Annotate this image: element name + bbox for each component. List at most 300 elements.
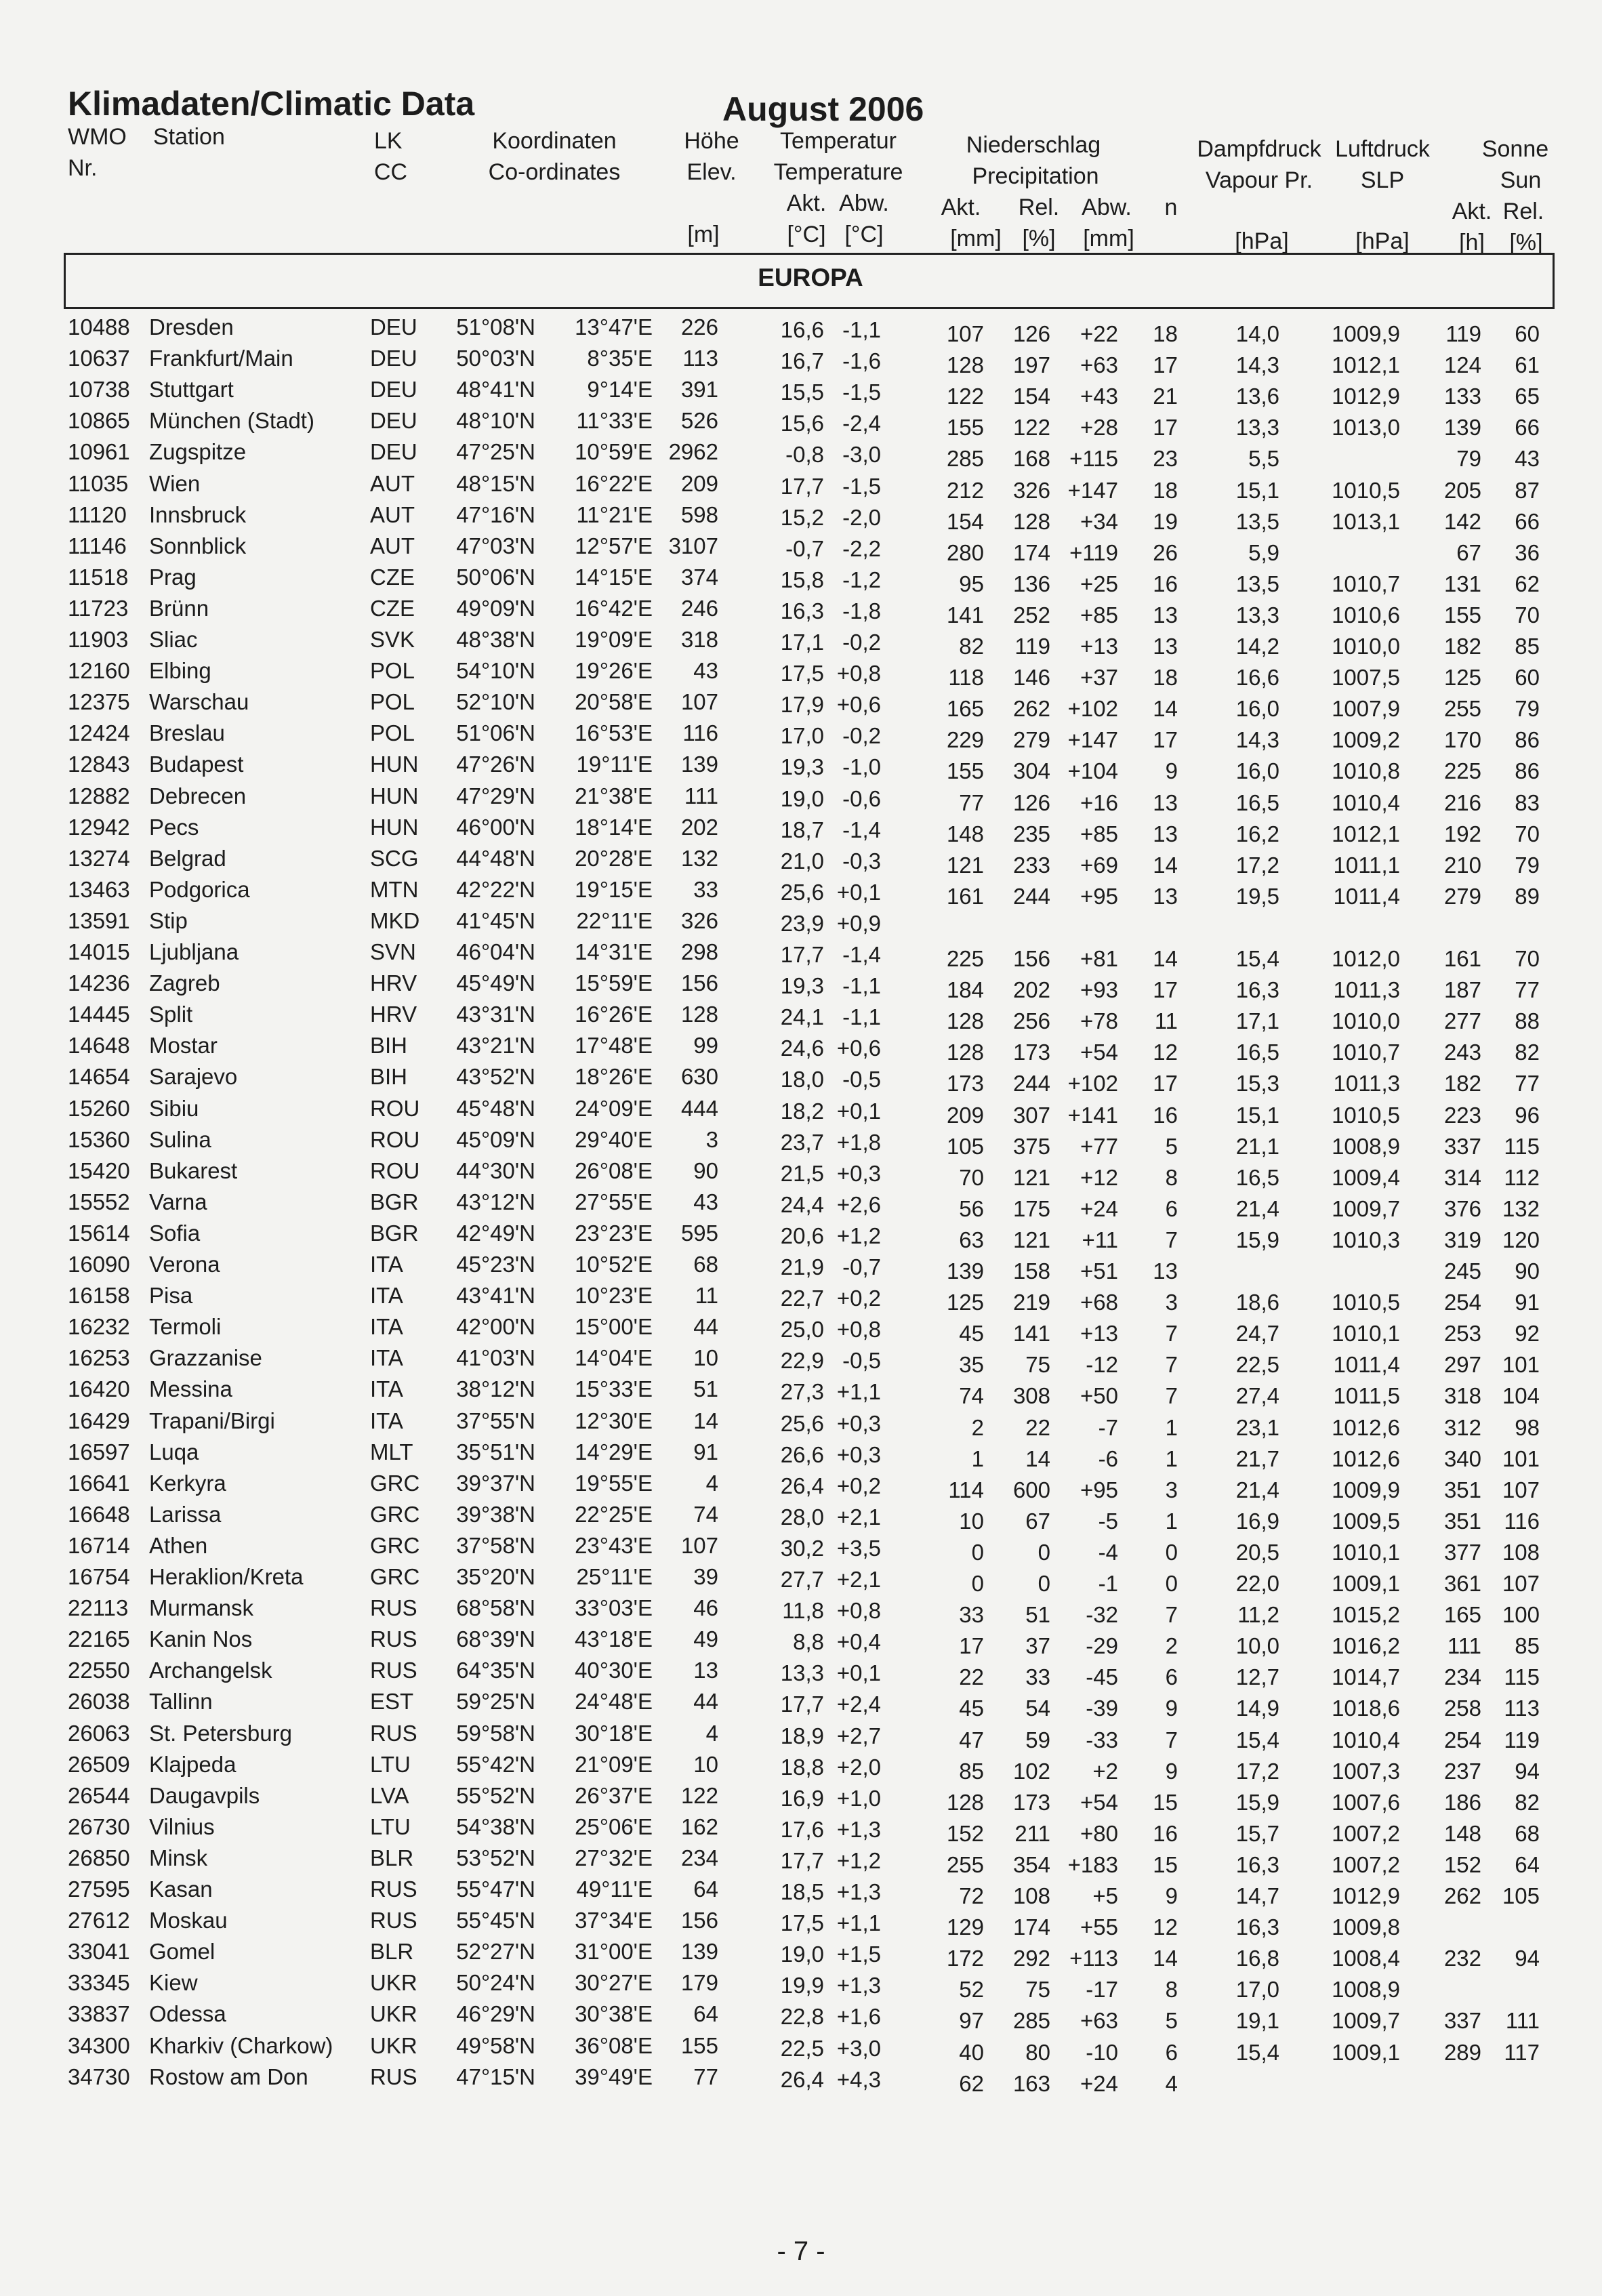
cell-prec-akt: 97 bbox=[959, 2008, 984, 2034]
cell-sun-rel: 90 bbox=[1515, 1258, 1540, 1284]
cell-prec-rel: 285 bbox=[1012, 2008, 1050, 2034]
cell-wmo: 27595 bbox=[68, 1877, 130, 1902]
cell-elevation: 4 bbox=[705, 1470, 718, 1496]
cell-temp-akt: 27,7 bbox=[780, 1567, 824, 1592]
cell-prec-rel: 279 bbox=[1012, 727, 1050, 753]
cell-latitude: 38°12'N bbox=[456, 1376, 535, 1402]
cell-sun-akt: 210 bbox=[1443, 852, 1481, 878]
cell-vapour: 10,0 bbox=[1235, 1633, 1279, 1659]
cell-sun-rel: 111 bbox=[1505, 2008, 1540, 2034]
cell-temp-akt: 21,0 bbox=[780, 848, 824, 874]
cell-longitude: 17°48'E bbox=[575, 1033, 653, 1059]
cell-temp-akt: 21,5 bbox=[780, 1160, 824, 1186]
cell-prec-n: 12 bbox=[1153, 1040, 1178, 1065]
cell-sun-akt: 245 bbox=[1443, 1258, 1481, 1284]
cell-vapour: 16,2 bbox=[1235, 821, 1279, 846]
cell-slp: 1010,0 bbox=[1332, 1008, 1400, 1034]
table-row bbox=[0, 343, 1602, 378]
cell-vapour: 15,1 bbox=[1235, 1102, 1279, 1128]
cell-vapour: 19,1 bbox=[1235, 2008, 1279, 2034]
cell-sun-akt: 161 bbox=[1443, 946, 1481, 971]
cell-prec-akt: 52 bbox=[959, 1977, 984, 2003]
cell-prec-rel: 75 bbox=[1025, 1352, 1050, 1378]
cell-prec-abw: +16 bbox=[1080, 790, 1118, 815]
cell-prec-rel: 292 bbox=[1012, 1946, 1050, 1971]
table-row bbox=[0, 749, 1602, 784]
cell-temp-akt: 19,0 bbox=[780, 785, 824, 811]
cell-slp: 1009,8 bbox=[1332, 1914, 1400, 1940]
cell-slp: 1012,6 bbox=[1332, 1446, 1400, 1471]
cell-temp-akt: 16,7 bbox=[780, 348, 824, 374]
cell-sun-rel: 100 bbox=[1502, 1602, 1540, 1628]
cell-prec-abw: -29 bbox=[1086, 1633, 1118, 1659]
cell-prec-n: 8 bbox=[1165, 1164, 1178, 1190]
cell-prec-rel: 122 bbox=[1012, 415, 1050, 440]
cell-station: Bukarest bbox=[149, 1157, 238, 1183]
cell-prec-n: 13 bbox=[1153, 883, 1178, 909]
cell-latitude: 39°38'N bbox=[456, 1501, 535, 1527]
cell-slp: 1015,2 bbox=[1332, 1602, 1400, 1628]
cell-cc: ROU bbox=[370, 1095, 420, 1121]
cell-vapour: 12,7 bbox=[1235, 1664, 1279, 1690]
cell-prec-n: 7 bbox=[1165, 1321, 1178, 1347]
cell-prec-n: 1 bbox=[1165, 1414, 1178, 1440]
cell-slp: 1010,4 bbox=[1332, 1727, 1400, 1752]
cell-latitude: 47°16'N bbox=[456, 501, 535, 527]
cell-latitude: 44°30'N bbox=[456, 1157, 535, 1183]
cell-latitude: 51°08'N bbox=[456, 314, 535, 340]
cell-sun-rel: 61 bbox=[1515, 352, 1540, 378]
cell-cc: ITA bbox=[370, 1345, 403, 1371]
cell-prec-rel: 233 bbox=[1012, 852, 1050, 878]
cell-prec-rel: 54 bbox=[1025, 1696, 1050, 1721]
header-station: Station bbox=[153, 124, 225, 150]
cell-slp: 1007,5 bbox=[1332, 665, 1400, 691]
cell-prec-n: 7 bbox=[1165, 1727, 1178, 1752]
cell-temp-abw: +1,1 bbox=[836, 1379, 881, 1405]
cell-temp-akt: 24,1 bbox=[780, 1004, 824, 1030]
cell-prec-akt: 128 bbox=[946, 352, 984, 378]
cell-longitude: 21°09'E bbox=[575, 1751, 653, 1777]
cell-temp-akt: 16,9 bbox=[780, 1785, 824, 1811]
cell-temp-akt: 17,5 bbox=[780, 1910, 824, 1936]
cell-latitude: 47°03'N bbox=[456, 533, 535, 558]
cell-elevation: 49 bbox=[693, 1626, 718, 1652]
cell-elevation: 11 bbox=[695, 1283, 718, 1309]
cell-station: Pisa bbox=[149, 1283, 193, 1309]
cell-prec-n: 5 bbox=[1165, 1133, 1178, 1159]
cell-wmo: 13274 bbox=[68, 845, 130, 871]
cell-cc: SCG bbox=[370, 845, 419, 871]
cell-sun-rel: 66 bbox=[1515, 508, 1540, 534]
cell-longitude: 8°35'E bbox=[587, 346, 653, 371]
cell-cc: DEU bbox=[370, 408, 417, 434]
cell-prec-abw: +24 bbox=[1080, 2070, 1118, 2096]
cell-longitude: 9°14'E bbox=[587, 377, 653, 403]
cell-elevation: 598 bbox=[680, 501, 718, 527]
cell-longitude: 23°43'E bbox=[575, 1532, 653, 1558]
cell-prec-n: 7 bbox=[1165, 1227, 1178, 1252]
cell-prec-akt: 45 bbox=[959, 1696, 984, 1721]
cell-prec-n: 6 bbox=[1165, 1664, 1178, 1690]
cell-prec-n: 15 bbox=[1153, 1789, 1178, 1815]
cell-prec-abw: +24 bbox=[1080, 1195, 1118, 1221]
cell-temp-akt: 15,2 bbox=[780, 504, 824, 530]
table-row bbox=[0, 843, 1602, 878]
cell-cc: DEU bbox=[370, 377, 417, 403]
cell-temp-abw: +0,8 bbox=[836, 1317, 881, 1342]
cell-wmo: 16090 bbox=[68, 1252, 130, 1277]
cell-station: Brünn bbox=[149, 595, 209, 621]
cell-station: Sibiu bbox=[149, 1095, 199, 1121]
cell-temp-abw: +1,3 bbox=[836, 1879, 881, 1904]
cell-longitude: 15°33'E bbox=[575, 1376, 653, 1402]
cell-prec-rel: 304 bbox=[1012, 758, 1050, 784]
cell-sun-akt: 165 bbox=[1443, 1602, 1481, 1628]
cell-cc: RUS bbox=[370, 1720, 417, 1746]
cell-elevation: 113 bbox=[682, 346, 718, 371]
cell-cc: SVN bbox=[370, 939, 416, 964]
cell-slp: 1011,3 bbox=[1333, 1071, 1400, 1096]
cell-longitude: 19°55'E bbox=[575, 1470, 653, 1496]
cell-sun-akt: 205 bbox=[1443, 477, 1481, 503]
cell-slp: 1013,1 bbox=[1332, 508, 1400, 534]
cell-temp-akt: 13,3 bbox=[780, 1660, 824, 1686]
cell-temp-akt: 30,2 bbox=[780, 1535, 824, 1561]
cell-prec-abw: +13 bbox=[1080, 634, 1118, 659]
cell-station: Trapani/Birgi bbox=[149, 1408, 275, 1433]
cell-wmo: 34730 bbox=[68, 2064, 130, 2089]
cell-sun-akt: 79 bbox=[1456, 446, 1481, 472]
cell-elevation: 111 bbox=[684, 783, 718, 808]
table-row bbox=[0, 655, 1602, 691]
cell-prec-abw: +63 bbox=[1080, 352, 1118, 378]
cell-sun-akt: 351 bbox=[1443, 1477, 1481, 1502]
cell-temp-abw: -0,5 bbox=[842, 1067, 881, 1092]
cell-station: Grazzanise bbox=[149, 1345, 262, 1371]
cell-cc: CZE bbox=[370, 564, 415, 590]
cell-prec-n: 26 bbox=[1153, 539, 1178, 565]
cell-wmo: 10637 bbox=[68, 346, 130, 371]
table-row bbox=[0, 968, 1602, 1003]
cell-temp-akt: 18,2 bbox=[780, 1098, 824, 1124]
cell-wmo: 13463 bbox=[68, 876, 130, 902]
cell-wmo: 12160 bbox=[68, 658, 130, 684]
cell-temp-abw: -0,7 bbox=[842, 1254, 881, 1279]
cell-longitude: 10°23'E bbox=[575, 1283, 653, 1309]
table-row bbox=[0, 312, 1602, 346]
cell-temp-abw: -0,2 bbox=[842, 630, 881, 655]
cell-sun-akt: 125 bbox=[1443, 665, 1481, 691]
cell-station: Sofia bbox=[149, 1220, 201, 1246]
cell-vapour: 27,4 bbox=[1235, 1383, 1279, 1409]
cell-vapour: 15,1 bbox=[1235, 477, 1279, 503]
cell-prec-rel: 174 bbox=[1012, 1914, 1050, 1940]
cell-prec-rel: 600 bbox=[1012, 1477, 1050, 1502]
cell-elevation: 33 bbox=[693, 876, 718, 902]
cell-elevation: 43 bbox=[693, 1189, 718, 1214]
cell-elevation: 391 bbox=[680, 377, 718, 403]
cell-elevation: 630 bbox=[680, 1064, 718, 1090]
cell-wmo: 26544 bbox=[68, 1782, 130, 1808]
header-koordinaten: Koordinaten bbox=[492, 128, 617, 154]
header-precipitation: Precipitation bbox=[972, 163, 1099, 189]
cell-sun-rel: 60 bbox=[1515, 665, 1540, 691]
cell-wmo: 12882 bbox=[68, 783, 130, 808]
cell-sun-rel: 36 bbox=[1515, 539, 1540, 565]
cell-temp-abw: +1,3 bbox=[836, 1973, 881, 1998]
cell-temp-akt: 22,7 bbox=[780, 1286, 824, 1311]
cell-longitude: 15°00'E bbox=[575, 1314, 653, 1340]
cell-latitude: 35°20'N bbox=[456, 1564, 535, 1589]
cell-temp-abw: -1,1 bbox=[842, 317, 881, 342]
cell-vapour: 15,4 bbox=[1235, 1727, 1279, 1752]
cell-prec-rel: 102 bbox=[1012, 1758, 1050, 1784]
cell-latitude: 44°48'N bbox=[456, 845, 535, 871]
cell-slp: 1010,0 bbox=[1332, 634, 1400, 659]
cell-prec-akt: 107 bbox=[946, 321, 984, 346]
cell-prec-rel: 173 bbox=[1012, 1040, 1050, 1065]
cell-vapour: 16,0 bbox=[1235, 758, 1279, 784]
cell-wmo: 10961 bbox=[68, 439, 130, 465]
cell-temp-akt: 11,8 bbox=[782, 1598, 824, 1624]
cell-sun-akt: 131 bbox=[1443, 571, 1481, 596]
cell-prec-abw: +95 bbox=[1080, 1477, 1118, 1502]
cell-longitude: 27°55'E bbox=[575, 1189, 653, 1214]
cell-cc: POL bbox=[370, 720, 415, 746]
cell-elevation: 51 bbox=[693, 1376, 718, 1402]
cell-elevation: 10 bbox=[693, 1751, 718, 1777]
cell-slp: 1012,1 bbox=[1332, 352, 1400, 378]
cell-cc: MTN bbox=[370, 876, 419, 902]
cell-sun-rel: 85 bbox=[1515, 1633, 1540, 1659]
cell-longitude: 33°03'E bbox=[575, 1595, 653, 1621]
table-row bbox=[0, 1061, 1602, 1096]
cell-slp: 1009,9 bbox=[1332, 321, 1400, 346]
cell-latitude: 47°29'N bbox=[456, 783, 535, 808]
cell-prec-akt: 255 bbox=[946, 1851, 984, 1877]
cell-longitude: 20°28'E bbox=[575, 845, 653, 871]
cell-elevation: 128 bbox=[680, 1002, 718, 1027]
cell-prec-akt: 161 bbox=[946, 883, 984, 909]
cell-prec-abw: -33 bbox=[1086, 1727, 1118, 1752]
table-row bbox=[0, 1655, 1602, 1690]
cell-elevation: 44 bbox=[693, 1689, 718, 1715]
cell-sun-rel: 94 bbox=[1515, 1758, 1540, 1784]
cell-longitude: 37°34'E bbox=[575, 1908, 653, 1933]
cell-prec-akt: 47 bbox=[959, 1727, 984, 1752]
cell-prec-abw: +115 bbox=[1069, 446, 1118, 472]
cell-elevation: 156 bbox=[680, 1908, 718, 1933]
cell-prec-abw: +69 bbox=[1080, 852, 1118, 878]
cell-elevation: 246 bbox=[680, 595, 718, 621]
cell-slp: 1007,2 bbox=[1332, 1851, 1400, 1877]
cell-longitude: 26°08'E bbox=[575, 1157, 653, 1183]
cell-longitude: 11°21'E bbox=[576, 501, 653, 527]
cell-elevation: 155 bbox=[680, 2032, 718, 2058]
cell-prec-abw: +28 bbox=[1080, 415, 1118, 440]
table-row bbox=[0, 1936, 1602, 1971]
cell-latitude: 41°45'N bbox=[456, 907, 535, 933]
cell-wmo: 26850 bbox=[68, 1845, 130, 1870]
cell-station: Messina bbox=[149, 1376, 232, 1402]
cell-sun-rel: 120 bbox=[1502, 1227, 1540, 1252]
cell-latitude: 52°10'N bbox=[456, 689, 535, 715]
cell-wmo: 13591 bbox=[68, 907, 130, 933]
cell-sun-akt: 340 bbox=[1443, 1446, 1481, 1471]
table-row bbox=[0, 1406, 1602, 1440]
cell-slp: 1010,3 bbox=[1332, 1227, 1400, 1252]
cell-sun-akt: 148 bbox=[1443, 1820, 1481, 1846]
cell-station: Dresden bbox=[149, 314, 234, 340]
header-prec-akt: Akt. bbox=[941, 194, 981, 220]
cell-prec-abw: -39 bbox=[1086, 1696, 1118, 1721]
cell-temp-akt: 16,6 bbox=[780, 317, 824, 342]
cell-wmo: 33041 bbox=[68, 1939, 130, 1965]
cell-cc: AUT bbox=[370, 501, 415, 527]
cell-temp-abw: -1,8 bbox=[842, 598, 881, 623]
cell-latitude: 55°45'N bbox=[456, 1908, 535, 1933]
cell-prec-n: 6 bbox=[1165, 1195, 1178, 1221]
cell-longitude: 16°22'E bbox=[575, 470, 653, 496]
cell-cc: LVA bbox=[370, 1782, 409, 1808]
cell-sun-rel: 108 bbox=[1502, 1539, 1540, 1565]
cell-temp-abw: +4,3 bbox=[836, 2066, 881, 2092]
cell-sun-akt: 279 bbox=[1443, 883, 1481, 909]
cell-latitude: 54°10'N bbox=[456, 658, 535, 684]
cell-prec-abw: +81 bbox=[1080, 946, 1118, 971]
cell-prec-n: 11 bbox=[1154, 1008, 1178, 1034]
cell-vapour: 15,7 bbox=[1235, 1820, 1279, 1846]
cell-sun-rel: 89 bbox=[1515, 883, 1540, 909]
cell-slp: 1011,4 bbox=[1333, 883, 1400, 909]
cell-sun-rel: 83 bbox=[1515, 790, 1540, 815]
table-row bbox=[0, 937, 1602, 971]
cell-cc: BLR bbox=[370, 1845, 414, 1870]
cell-cc: BLR bbox=[370, 1939, 414, 1965]
cell-temp-akt: -0,7 bbox=[785, 535, 824, 561]
cell-latitude: 48°10'N bbox=[456, 408, 535, 434]
table-row bbox=[0, 1187, 1602, 1221]
cell-prec-n: 9 bbox=[1165, 1883, 1178, 1908]
cell-wmo: 16597 bbox=[68, 1439, 130, 1464]
cell-cc: BGR bbox=[370, 1189, 419, 1214]
cell-latitude: 47°26'N bbox=[456, 752, 535, 777]
table-row bbox=[0, 1155, 1602, 1190]
cell-prec-abw: +51 bbox=[1080, 1258, 1118, 1284]
cell-station: Pecs bbox=[149, 814, 199, 840]
cell-prec-rel: 136 bbox=[1012, 571, 1050, 596]
cell-prec-n: 7 bbox=[1165, 1352, 1178, 1378]
cell-cc: HRV bbox=[370, 970, 417, 996]
cell-prec-rel: 308 bbox=[1012, 1383, 1050, 1409]
cell-prec-abw: +104 bbox=[1067, 758, 1118, 784]
cell-sun-akt: 377 bbox=[1443, 1539, 1481, 1565]
cell-prec-rel: 14 bbox=[1025, 1446, 1050, 1471]
cell-sun-rel: 70 bbox=[1515, 602, 1540, 628]
cell-wmo: 22165 bbox=[68, 1626, 130, 1652]
cell-wmo: 15614 bbox=[68, 1220, 130, 1246]
page-title: Klimadaten/Climatic Data bbox=[68, 85, 475, 123]
cell-prec-n: 8 bbox=[1165, 1977, 1178, 2003]
cell-temp-akt: 27,3 bbox=[780, 1379, 824, 1405]
cell-wmo: 11146 bbox=[68, 533, 127, 558]
cell-temp-abw: +1,8 bbox=[836, 1129, 881, 1155]
cell-prec-abw: +113 bbox=[1069, 1946, 1118, 1971]
cell-prec-rel: 307 bbox=[1012, 1102, 1050, 1128]
cell-cc: RUS bbox=[370, 1658, 417, 1683]
cell-sun-rel: 115 bbox=[1504, 1133, 1540, 1159]
cell-prec-rel: 0 bbox=[1038, 1539, 1050, 1565]
cell-station: Budapest bbox=[149, 752, 244, 777]
cell-station: Vilnius bbox=[149, 1813, 215, 1839]
cell-temp-abw: +0,3 bbox=[836, 1410, 881, 1436]
section-title: EUROPA bbox=[758, 264, 863, 291]
cell-prec-abw: +2 bbox=[1092, 1758, 1118, 1784]
cell-station: Sonnblick bbox=[149, 533, 247, 558]
cell-longitude: 16°26'E bbox=[575, 1002, 653, 1027]
cell-prec-rel: 126 bbox=[1012, 790, 1050, 815]
cell-temp-akt: 15,6 bbox=[780, 411, 824, 436]
cell-prec-akt: 77 bbox=[959, 790, 984, 815]
cell-wmo: 14236 bbox=[68, 970, 130, 996]
cell-prec-abw: -4 bbox=[1098, 1539, 1118, 1565]
cell-latitude: 43°21'N bbox=[456, 1033, 535, 1059]
cell-elevation: 74 bbox=[693, 1501, 718, 1527]
cell-temp-abw: -1,4 bbox=[842, 817, 881, 842]
cell-cc: HRV bbox=[370, 1002, 417, 1027]
cell-prec-akt: 209 bbox=[946, 1102, 984, 1128]
cell-prec-n: 17 bbox=[1153, 727, 1178, 753]
cell-prec-rel: 197 bbox=[1012, 352, 1050, 378]
cell-prec-n: 14 bbox=[1153, 696, 1178, 722]
cell-vapour: 14,3 bbox=[1235, 352, 1279, 378]
cell-sun-akt: 318 bbox=[1443, 1383, 1481, 1409]
cell-wmo: 33837 bbox=[68, 2001, 130, 2027]
cell-longitude: 24°09'E bbox=[575, 1095, 653, 1121]
cell-prec-abw: +147 bbox=[1067, 727, 1118, 753]
cell-station: Prag bbox=[149, 564, 197, 590]
cell-sun-akt: 186 bbox=[1443, 1789, 1481, 1815]
cell-elevation: 44 bbox=[693, 1314, 718, 1340]
cell-prec-rel: 141 bbox=[1012, 1321, 1050, 1347]
cell-vapour: 13,5 bbox=[1235, 571, 1279, 596]
cell-temp-akt: 28,0 bbox=[780, 1504, 824, 1530]
table-row bbox=[0, 686, 1602, 722]
cell-station: Warschau bbox=[149, 689, 249, 715]
cell-slp: 1010,5 bbox=[1332, 1102, 1400, 1128]
header-vapour: Vapour Pr. bbox=[1205, 167, 1313, 193]
cell-wmo: 15420 bbox=[68, 1157, 130, 1183]
cell-wmo: 15552 bbox=[68, 1189, 130, 1214]
cell-sun-akt: 254 bbox=[1443, 1290, 1481, 1315]
cell-prec-akt: 229 bbox=[946, 727, 984, 753]
cell-prec-n: 16 bbox=[1153, 1820, 1178, 1846]
cell-latitude: 35°51'N bbox=[456, 1439, 535, 1464]
cell-prec-akt: 70 bbox=[959, 1164, 984, 1190]
cell-temp-abw: +0,2 bbox=[836, 1473, 881, 1498]
cell-sun-rel: 91 bbox=[1515, 1290, 1540, 1315]
cell-prec-akt: 128 bbox=[946, 1008, 984, 1034]
cell-cc: LTU bbox=[370, 1751, 411, 1777]
cell-wmo: 16641 bbox=[68, 1470, 130, 1496]
cell-vapour: 21,4 bbox=[1235, 1477, 1279, 1502]
page-number: - 7 - bbox=[777, 2236, 825, 2266]
cell-slp: 1012,6 bbox=[1332, 1414, 1400, 1440]
cell-slp: 1009,1 bbox=[1332, 1571, 1400, 1596]
cell-temp-abw: +2,0 bbox=[836, 1754, 881, 1780]
cell-prec-akt: 85 bbox=[959, 1758, 984, 1784]
